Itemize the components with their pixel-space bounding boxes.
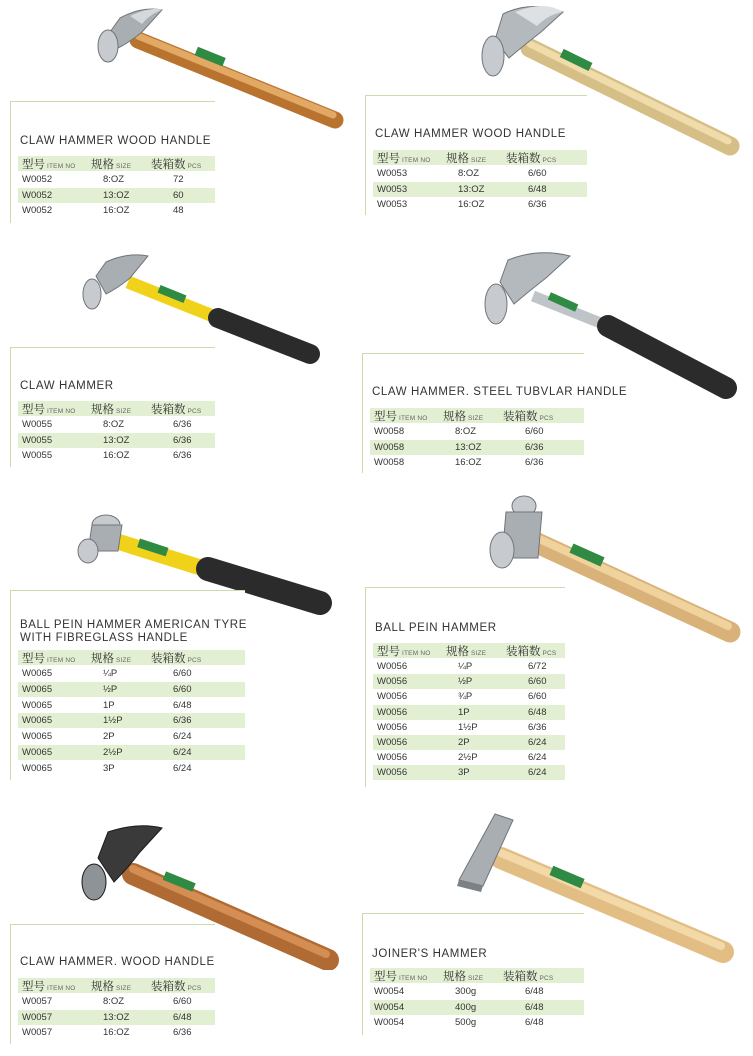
item-number: W0056 — [377, 721, 408, 733]
size-value: 8:OZ — [458, 168, 480, 179]
header-item-zh: 型号 — [22, 402, 45, 416]
spec-header — [18, 650, 245, 665]
header-item — [374, 969, 427, 985]
header-size — [91, 157, 131, 173]
spec-row — [18, 682, 245, 697]
card-frame-left — [365, 95, 366, 215]
pack-qty: 6/36 — [528, 721, 547, 733]
size-value: 500g — [455, 1017, 477, 1028]
size-value: ¼P — [458, 661, 473, 672]
pack-qty: 6/48 — [528, 706, 547, 718]
pack-qty: 6/24 — [173, 747, 192, 758]
header-pack-zh: 装箱数 — [503, 969, 538, 983]
pack-qty: 48 — [173, 205, 184, 216]
spec-header — [373, 150, 587, 165]
header-pack — [503, 409, 553, 425]
header-size-zh: 规格 — [91, 402, 114, 416]
item-number: W0057 — [22, 996, 53, 1007]
header-item — [377, 151, 430, 167]
spec-row — [18, 729, 245, 744]
product-card — [365, 95, 587, 215]
header-pack-zh: 装箱数 — [151, 157, 186, 171]
size-value: 2½P — [103, 747, 123, 758]
spec-header — [18, 401, 215, 416]
pack-qty: 6/60 — [173, 668, 192, 679]
pack-qty: 6/36 — [173, 419, 192, 430]
item-number: W0052 — [22, 174, 53, 185]
size-value: 8:OZ — [103, 996, 125, 1007]
header-pack-zh: 装箱数 — [151, 402, 186, 416]
header-pack-zh: 装箱数 — [151, 651, 186, 665]
spec-row — [370, 455, 584, 470]
spec-row — [373, 765, 565, 780]
item-number: W0056 — [377, 676, 408, 688]
header-size-zh: 规格 — [91, 651, 114, 665]
spec-row — [18, 994, 215, 1009]
size-value: 1½P — [103, 715, 123, 727]
header-size-zh: 规格 — [443, 969, 466, 983]
item-number: W0065 — [22, 731, 53, 743]
size-value: 1P — [458, 706, 470, 718]
item-number: W0056 — [377, 767, 408, 779]
item-number: W0054 — [374, 986, 405, 997]
header-size-en: SIZE — [116, 657, 132, 664]
size-value: 2P — [458, 737, 470, 748]
header-size-zh: 规格 — [446, 644, 469, 658]
pack-qty: 6/24 — [528, 737, 547, 748]
item-number: W0056 — [377, 752, 408, 764]
header-item-zh: 型号 — [22, 157, 45, 171]
pack-qty: 6/36 — [525, 457, 544, 468]
spec-row — [373, 674, 565, 689]
spec-row — [18, 188, 215, 203]
header-size-zh: 规格 — [91, 979, 114, 993]
item-number: W0053 — [377, 183, 408, 195]
size-value: 2P — [103, 731, 115, 743]
header-pack — [151, 402, 201, 418]
size-value: 8:OZ — [103, 419, 125, 430]
size-value: 3P — [458, 767, 470, 779]
card-frame-top — [10, 590, 245, 591]
item-number: W0057 — [22, 1027, 53, 1038]
pack-qty: 6/48 — [525, 1017, 544, 1028]
card-frame-left — [10, 101, 11, 223]
size-value: 16:OZ — [103, 205, 130, 216]
pack-qty: 6/24 — [173, 731, 192, 743]
spec-row — [373, 705, 565, 720]
card-frame-top — [365, 95, 587, 96]
pack-qty: 6/48 — [173, 1011, 192, 1023]
header-item — [22, 402, 75, 418]
pack-qty: 60 — [173, 189, 184, 201]
header-size — [446, 151, 486, 167]
spec-row — [18, 761, 245, 776]
card-frame-top — [365, 587, 565, 588]
item-number: W0065 — [22, 668, 53, 679]
item-number: W0058 — [374, 457, 405, 468]
item-number: W0052 — [22, 205, 53, 216]
card-frame-left — [10, 924, 11, 1044]
header-size — [446, 644, 486, 660]
size-value: 400g — [455, 1001, 477, 1013]
card-frame-top — [10, 101, 215, 102]
pack-qty: 6/36 — [173, 450, 192, 461]
size-value: 13:OZ — [455, 441, 482, 453]
spec-row — [18, 417, 215, 432]
spec-header — [370, 968, 584, 983]
product-card — [10, 347, 215, 467]
header-size-en: SIZE — [116, 163, 132, 170]
size-value: ½P — [458, 676, 473, 688]
item-number: W0065 — [22, 699, 53, 711]
header-pack-en: PCS — [542, 157, 557, 164]
card-frame-left — [10, 347, 11, 467]
product-title: CLAW HAMMER — [20, 380, 114, 392]
item-number: W0055 — [22, 419, 53, 430]
product-title: BALL PEIN HAMMER AMERICAN TYRE — [20, 619, 247, 631]
item-number: W0058 — [374, 441, 405, 453]
header-item-en: ITEM NO — [399, 415, 428, 422]
spec-header — [18, 156, 215, 171]
header-size-en: SIZE — [116, 408, 132, 415]
header-size — [443, 409, 483, 425]
pack-qty: 6/36 — [173, 1027, 192, 1038]
header-pack-en: PCS — [187, 408, 202, 415]
item-number: W0065 — [22, 715, 53, 727]
spec-row — [373, 720, 565, 735]
spec-row — [18, 1025, 215, 1040]
size-value: 3P — [103, 762, 115, 774]
header-pack-en: PCS — [539, 975, 554, 982]
pack-qty: 6/60 — [528, 676, 547, 688]
size-value: 13:OZ — [458, 183, 485, 195]
header-size — [91, 402, 131, 418]
item-number: W0054 — [374, 1001, 405, 1013]
header-size — [91, 979, 131, 995]
pack-qty: 6/36 — [173, 715, 192, 727]
size-value: ½P — [103, 683, 118, 695]
size-value: 2½P — [458, 752, 478, 764]
product-card — [365, 587, 565, 787]
product-title: CLAW HAMMER. WOOD HANDLE — [20, 956, 215, 968]
pack-qty: 6/48 — [525, 986, 544, 997]
pack-qty: 72 — [173, 174, 184, 185]
header-size-en: SIZE — [468, 975, 484, 982]
item-number: W0054 — [374, 1017, 405, 1028]
header-item — [377, 644, 430, 660]
spec-row — [373, 659, 565, 674]
size-value: 13:OZ — [103, 434, 130, 446]
header-item-en: ITEM NO — [47, 657, 76, 664]
item-number: W0053 — [377, 199, 408, 210]
pack-qty: 6/24 — [173, 762, 192, 774]
spec-row — [18, 666, 245, 681]
header-item-en: ITEM NO — [399, 975, 428, 982]
item-number: W0056 — [377, 737, 408, 748]
spec-row — [373, 735, 565, 750]
item-number: W0065 — [22, 683, 53, 695]
header-item-zh: 型号 — [374, 969, 397, 983]
product-title: CLAW HAMMER. STEEL TUBVLAR HANDLE — [372, 386, 628, 398]
size-value: ¾P — [458, 691, 473, 703]
pack-qty: 6/72 — [528, 661, 547, 672]
size-value: 8:OZ — [103, 174, 125, 185]
item-number: W0056 — [377, 661, 408, 672]
item-number: W0057 — [22, 1011, 53, 1023]
item-number: W0055 — [22, 450, 53, 461]
product-title: BALL PEIN HAMMER — [375, 622, 497, 634]
header-pack-en: PCS — [542, 650, 557, 657]
card-frame-top — [10, 924, 215, 925]
pack-qty: 6/24 — [528, 767, 547, 779]
item-number: W0056 — [377, 706, 408, 718]
item-number: W0065 — [22, 762, 53, 774]
spec-row — [18, 203, 215, 218]
header-size-zh: 规格 — [91, 157, 114, 171]
item-number: W0056 — [377, 691, 408, 703]
header-size-zh: 规格 — [443, 409, 466, 423]
size-value: ¼P — [103, 668, 118, 679]
product-card — [362, 353, 628, 473]
spec-row — [373, 197, 587, 212]
header-pack-zh: 装箱数 — [151, 979, 186, 993]
header-item-zh: 型号 — [374, 409, 397, 423]
spec-row — [18, 745, 245, 760]
header-item-en: ITEM NO — [47, 985, 76, 992]
header-pack-en: PCS — [539, 415, 554, 422]
header-size-en: SIZE — [468, 415, 484, 422]
spec-row — [18, 448, 215, 463]
size-value: 16:OZ — [455, 457, 482, 468]
pack-qty: 6/60 — [528, 691, 547, 703]
item-number: W0052 — [22, 189, 53, 201]
header-pack-en: PCS — [187, 657, 202, 664]
spec-row — [18, 698, 245, 713]
header-item-en: ITEM NO — [402, 157, 431, 164]
product-card — [10, 924, 215, 1044]
pack-qty: 6/60 — [525, 426, 544, 437]
spec-row — [373, 182, 587, 197]
card-frame-left — [10, 590, 11, 780]
item-number: W0065 — [22, 747, 53, 758]
spec-header — [18, 978, 215, 993]
header-pack-en: PCS — [187, 985, 202, 992]
size-value: 300g — [455, 986, 477, 997]
item-number: W0058 — [374, 426, 405, 437]
product-card — [10, 101, 215, 223]
header-item — [22, 979, 75, 995]
spec-row — [370, 1000, 584, 1015]
product-title: JOINER'S HAMMER — [372, 948, 488, 960]
header-item-zh: 型号 — [22, 651, 45, 665]
spec-row — [373, 166, 587, 181]
pack-qty: 6/60 — [173, 683, 192, 695]
size-value: 16:OZ — [103, 450, 130, 461]
header-item — [22, 157, 75, 173]
header-size-en: SIZE — [116, 985, 132, 992]
pack-qty: 6/48 — [525, 1001, 544, 1013]
spec-row — [370, 440, 584, 455]
card-frame-top — [362, 913, 584, 914]
spec-row — [18, 433, 215, 448]
item-number: W0055 — [22, 434, 53, 446]
header-item-en: ITEM NO — [47, 163, 76, 170]
pack-qty: 6/36 — [528, 199, 547, 210]
size-value: 13:OZ — [103, 1011, 130, 1023]
header-item — [22, 651, 75, 667]
product-title-line2: WITH FIBREGLASS HANDLE — [20, 632, 188, 644]
spec-header — [370, 408, 584, 423]
header-pack — [506, 151, 556, 167]
card-frame-left — [365, 587, 366, 787]
product-card — [362, 913, 584, 1035]
header-size — [91, 651, 131, 667]
spec-row — [373, 689, 565, 704]
pack-qty: 6/60 — [173, 996, 192, 1007]
size-value: 16:OZ — [103, 1027, 130, 1038]
spec-row — [373, 750, 565, 765]
pack-qty: 6/60 — [528, 168, 547, 179]
header-pack-zh: 装箱数 — [506, 644, 541, 658]
header-size-en: SIZE — [471, 157, 487, 164]
pack-qty: 6/36 — [173, 434, 192, 446]
spec-row — [18, 172, 215, 187]
size-value: 1½P — [458, 721, 478, 733]
header-pack-zh: 装箱数 — [506, 151, 541, 165]
header-item-zh: 型号 — [377, 644, 400, 658]
header-item-zh: 型号 — [377, 151, 400, 165]
size-value: 1P — [103, 699, 115, 711]
header-pack — [503, 969, 553, 985]
header-item-en: ITEM NO — [402, 650, 431, 657]
header-pack-zh: 装箱数 — [503, 409, 538, 423]
item-number: W0053 — [377, 168, 408, 179]
header-size-zh: 规格 — [446, 151, 469, 165]
pack-qty: 6/48 — [528, 183, 547, 195]
size-value: 8:OZ — [455, 426, 477, 437]
spec-row — [370, 1015, 584, 1030]
size-value: 13:OZ — [103, 189, 130, 201]
size-value: 16:OZ — [458, 199, 485, 210]
pack-qty: 6/36 — [525, 441, 544, 453]
product-title: CLAW HAMMER WOOD HANDLE — [375, 128, 566, 140]
card-frame-left — [362, 913, 363, 1035]
header-size-en: SIZE — [471, 650, 487, 657]
pack-qty: 6/48 — [173, 699, 192, 711]
spec-row — [370, 424, 584, 439]
product-title: CLAW HAMMER WOOD HANDLE — [20, 135, 211, 147]
spec-row — [18, 713, 245, 728]
spec-header — [373, 643, 565, 658]
spec-row — [370, 984, 584, 999]
header-pack — [151, 157, 201, 173]
card-frame-top — [10, 347, 215, 348]
header-item — [374, 409, 427, 425]
header-pack — [151, 979, 201, 995]
header-item-zh: 型号 — [22, 979, 45, 993]
header-pack-en: PCS — [187, 163, 202, 170]
card-frame-top — [362, 353, 584, 354]
header-size — [443, 969, 483, 985]
card-frame-left — [362, 353, 363, 473]
header-item-en: ITEM NO — [47, 408, 76, 415]
pack-qty: 6/24 — [528, 752, 547, 764]
header-pack — [506, 644, 556, 660]
spec-row — [18, 1010, 215, 1025]
header-pack — [151, 651, 201, 667]
product-card — [10, 590, 245, 780]
